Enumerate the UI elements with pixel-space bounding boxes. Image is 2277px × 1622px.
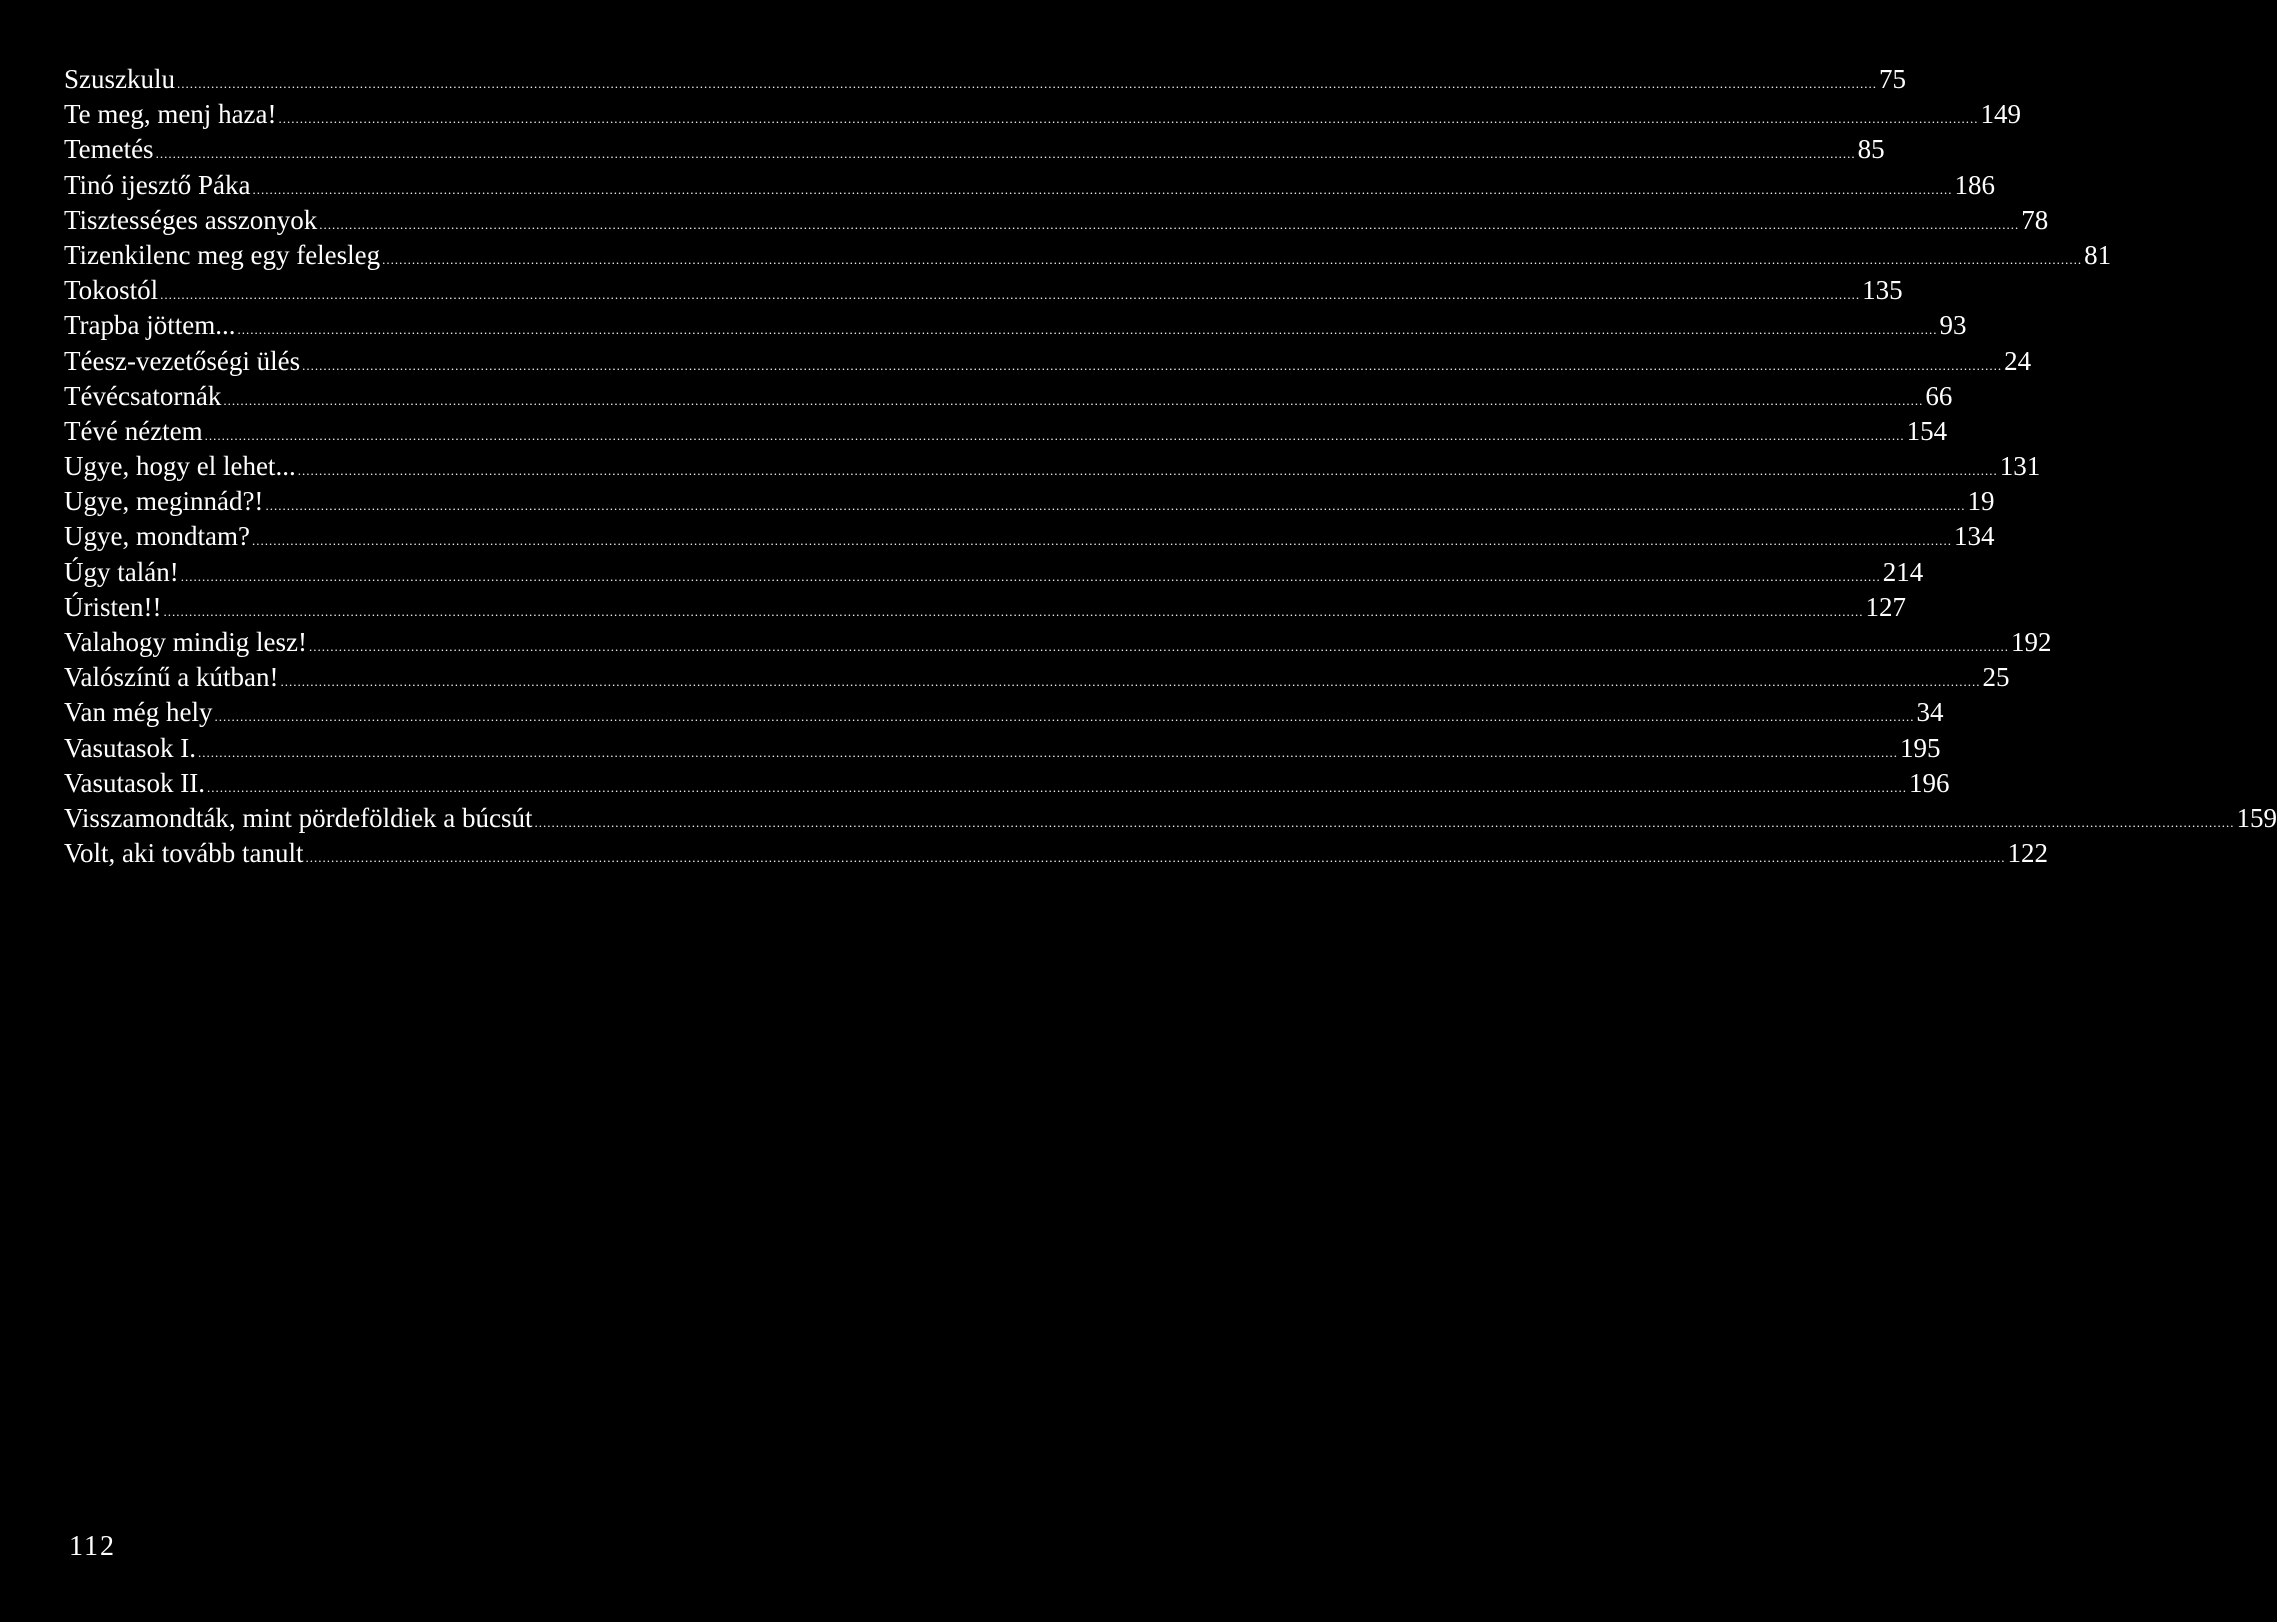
toc-entry-page: 25 bbox=[1982, 662, 2010, 693]
toc-entry-page: 196 bbox=[1908, 767, 1950, 798]
toc-entry-page: 127 bbox=[1865, 591, 1906, 622]
dot-leader: ................................................................................................................................................................................................................................................................................................................................................................................................................ bbox=[297, 463, 1998, 479]
toc-entry-title: Tokostól bbox=[64, 275, 159, 306]
toc-entry-title: Visszamondták, mint pördeföldiek a búcsút bbox=[64, 802, 533, 833]
toc-entry-page: 78 bbox=[2021, 204, 2049, 235]
toc-entry-page: 93 bbox=[1939, 310, 1967, 341]
page-number: 112 bbox=[69, 1531, 116, 1562]
toc-entry-title: Ugye, mondtam? bbox=[64, 521, 250, 552]
toc-entry-page: 85 bbox=[1857, 134, 1885, 165]
toc-entry bbox=[64, 484, 1995, 519]
toc-entry bbox=[64, 62, 1906, 97]
toc-entry-title: Téesz-vezetőségi ülés bbox=[64, 345, 301, 376]
toc-entry-page: 192 bbox=[2010, 627, 2052, 657]
toc-entry-page: 19 bbox=[1967, 486, 1995, 517]
toc-entry-title: Úristen!! bbox=[64, 591, 162, 622]
toc-entry bbox=[64, 625, 2052, 660]
toc-entry bbox=[64, 695, 1944, 730]
toc-entry-page: 134 bbox=[1953, 521, 1995, 552]
toc-entry-title: Tévé néztem bbox=[64, 415, 203, 446]
toc-entry bbox=[64, 449, 2041, 484]
dot-leader: ................................................................................................................................................................................................................................................................................................................................................................................................................ bbox=[197, 744, 1898, 760]
dot-leader: ................................................................................................................................................................................................................................................................................................................................................................................................................ bbox=[163, 603, 1864, 619]
toc-entry-page: 154 bbox=[1906, 415, 1948, 446]
dot-leader: ................................................................................................................................................................................................................................................................................................................................................................................................................ bbox=[155, 146, 1856, 162]
toc-entry-title: Tévécsatornák bbox=[64, 380, 222, 411]
toc-entry-page: 186 bbox=[1954, 169, 1996, 200]
toc-entry-title: Temetés bbox=[64, 134, 154, 165]
toc-entry bbox=[64, 379, 1953, 414]
toc-entry bbox=[64, 97, 2022, 132]
dot-leader: ................................................................................................................................................................................................................................................................................................................................................................................................................ bbox=[177, 76, 1877, 91]
dot-leader: ................................................................................................................................................................................................................................................................................................................................................................................................................ bbox=[302, 357, 2003, 373]
dot-leader: ................................................................................................................................................................................................................................................................................................................................................................................................................ bbox=[206, 779, 1907, 795]
toc-entry-page: 195 bbox=[1899, 732, 1941, 763]
dot-leader: ................................................................................................................................................................................................................................................................................................................................................................................................................ bbox=[214, 709, 1915, 725]
toc-entry bbox=[64, 203, 2049, 238]
toc-entry-title: Tizenkilenc meg egy felesleg bbox=[64, 239, 381, 270]
toc-entry-page: 75 bbox=[1879, 64, 1906, 94]
dot-leader: ................................................................................................................................................................................................................................................................................................................................................................................................................ bbox=[160, 287, 1861, 303]
toc-entry bbox=[64, 273, 1903, 308]
toc-entry-page: 66 bbox=[1925, 380, 1953, 411]
toc-entry-title: Ugye, meginnád?! bbox=[64, 486, 264, 517]
toc-entry bbox=[64, 344, 2032, 379]
toc-entry-title: Ugye, hogy el lehet... bbox=[64, 451, 296, 482]
dot-leader: ................................................................................................................................................................................................................................................................................................................................................................................................................ bbox=[319, 216, 2020, 232]
toc-entry bbox=[64, 801, 2277, 836]
dot-leader: ................................................................................................................................................................................................................................................................................................................................................................................................................ bbox=[280, 674, 1981, 690]
toc-entry-title: Volt, aki tovább tanult bbox=[64, 838, 304, 869]
toc-entry-title: Tisztességes asszonyok bbox=[64, 204, 318, 235]
dot-leader: ................................................................................................................................................................................................................................................................................................................................................................................................................ bbox=[534, 814, 2235, 830]
dot-leader: ................................................................................................................................................................................................................................................................................................................................................................................................................ bbox=[382, 251, 2083, 267]
dot-leader: ................................................................................................................................................................................................................................................................................................................................................................................................................ bbox=[251, 533, 1952, 549]
toc-entry bbox=[64, 731, 1941, 766]
toc-entry-title: Te meg, menj haza! bbox=[64, 99, 277, 130]
toc-entry-page: 149 bbox=[1980, 99, 2022, 130]
dot-leader: ................................................................................................................................................................................................................................................................................................................................................................................................................ bbox=[237, 322, 1938, 338]
dot-leader: ................................................................................................................................................................................................................................................................................................................................................................................................................ bbox=[204, 427, 1905, 443]
toc-entry-title: Trapba jöttem... bbox=[64, 310, 236, 341]
toc-entry-title: Vasutasok I. bbox=[64, 732, 196, 763]
toc-entry bbox=[64, 238, 2112, 273]
toc-entry-title: Tinó ijesztő Páka bbox=[64, 169, 251, 200]
dot-leader: ................................................................................................................................................................................................................................................................................................................................................................................................................ bbox=[252, 181, 1953, 197]
toc-entry-title: Valahogy mindig lesz! bbox=[64, 627, 307, 657]
toc-entry bbox=[64, 590, 1906, 625]
table-of-contents bbox=[64, 62, 2277, 871]
dot-leader: ................................................................................................................................................................................................................................................................................................................................................................................................................ bbox=[305, 850, 2006, 866]
toc-entry-title: Valószínű a kútban! bbox=[64, 662, 279, 693]
toc-entry-page: 214 bbox=[1882, 556, 1924, 587]
toc-entry bbox=[64, 414, 1948, 449]
dot-leader: ................................................................................................................................................................................................................................................................................................................................................................................................................ bbox=[265, 498, 1966, 514]
dot-leader: ................................................................................................................................................................................................................................................................................................................................................................................................................ bbox=[278, 111, 1979, 127]
toc-entry bbox=[64, 308, 1967, 343]
toc-entry-title: Szuszkulu bbox=[64, 64, 175, 94]
toc-entry-page: 135 bbox=[1862, 275, 1903, 306]
toc-entry bbox=[64, 519, 1995, 554]
dot-leader: ................................................................................................................................................................................................................................................................................................................................................................................................................ bbox=[308, 639, 2009, 654]
toc-entry-title: Vasutasok II. bbox=[64, 767, 205, 798]
toc-entry bbox=[64, 836, 2048, 871]
toc-entry bbox=[64, 660, 2010, 695]
toc-entry-page: 24 bbox=[2004, 345, 2032, 376]
toc-entry-page: 81 bbox=[2084, 239, 2112, 270]
toc-entry bbox=[64, 132, 1885, 167]
toc-entry-page: 159 bbox=[2236, 802, 2277, 833]
toc-entry-page: 122 bbox=[2007, 838, 2048, 869]
toc-entry-title: Úgy talán! bbox=[64, 556, 179, 587]
toc-entry bbox=[64, 168, 1996, 203]
toc-entry-page: 34 bbox=[1916, 697, 1944, 728]
dot-leader: ................................................................................................................................................................................................................................................................................................................................................................................................................ bbox=[180, 568, 1881, 584]
toc-entry bbox=[64, 766, 1950, 801]
toc-entry bbox=[64, 555, 1924, 590]
toc-entry-page: 131 bbox=[1999, 451, 2041, 482]
dot-leader: ................................................................................................................................................................................................................................................................................................................................................................................................................ bbox=[223, 392, 1924, 408]
toc-entry-title: Van még hely bbox=[64, 697, 213, 728]
